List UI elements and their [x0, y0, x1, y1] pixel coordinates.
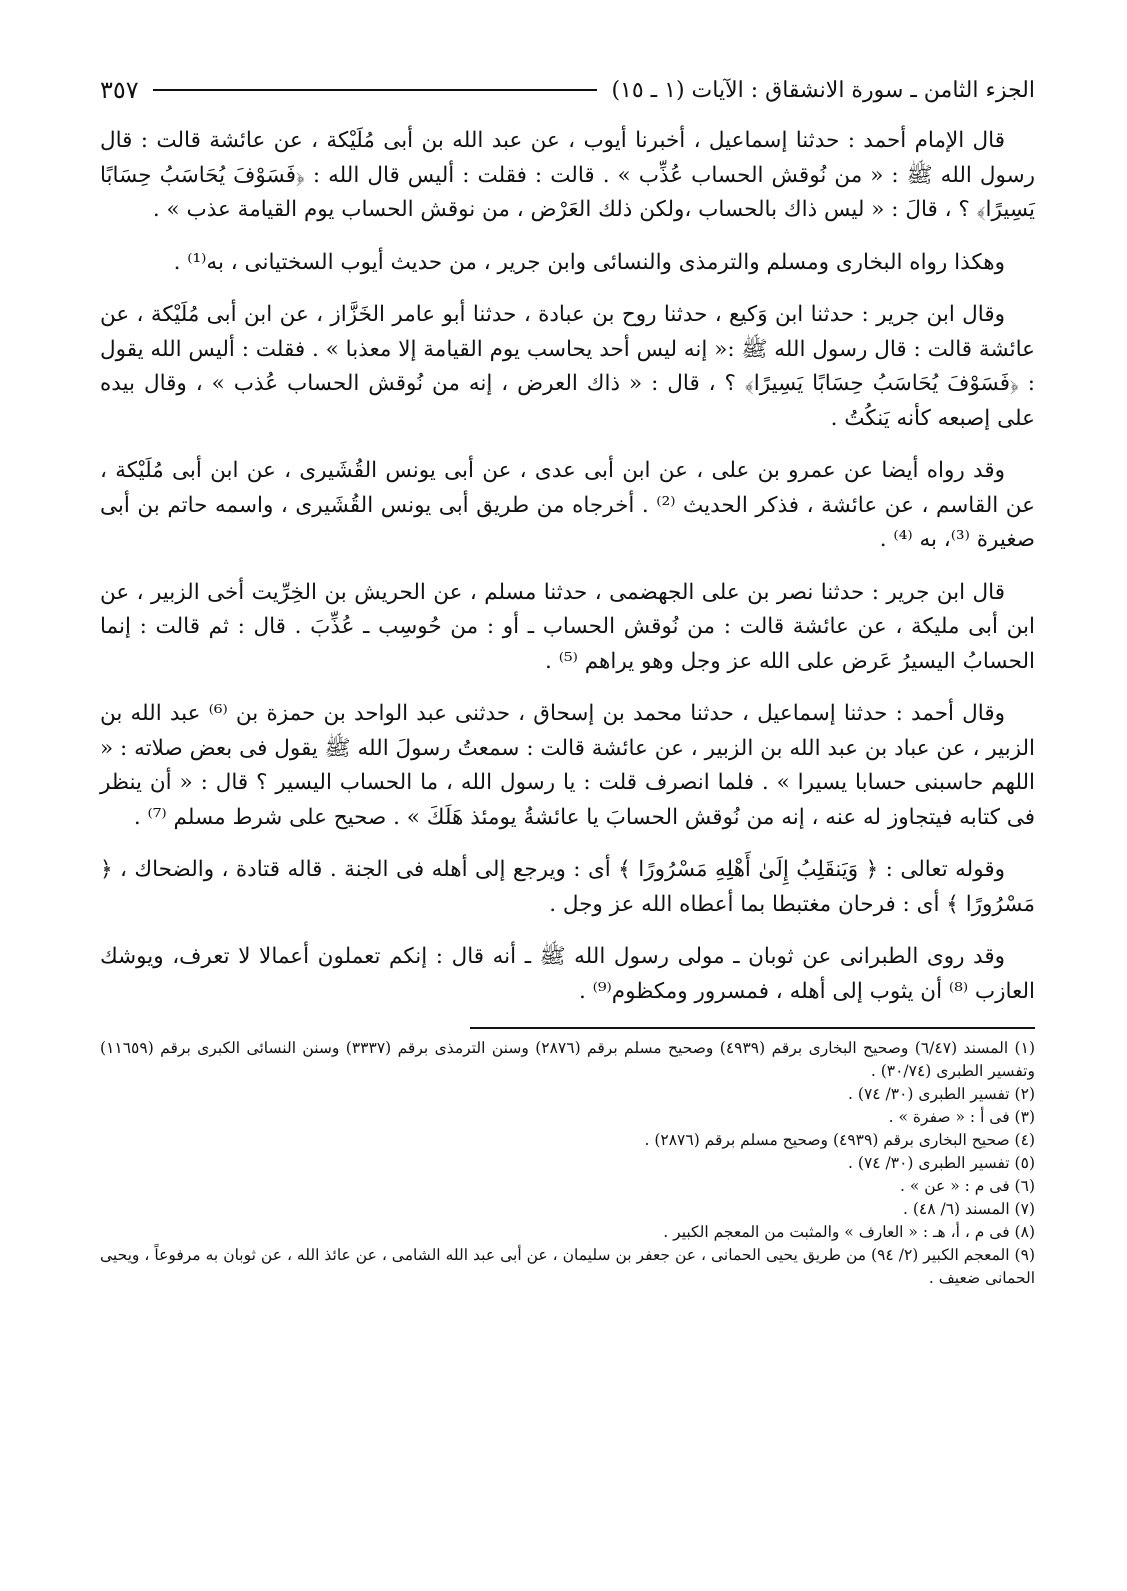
paragraph: وقد رواه أيضا عن عمرو بن على ، عن ابن أبى عدى ، عن أبى يونس القُشَيرى ، عن ابن أبى مُلَيْكة ، عن القاسم ، عن عائشة ، فذكر الحديث ⁽²⁾ . أخرجاه من طريق أبى يونس القُشَيرى ، واسمه حاتم بن أبى صغيرة ⁽³⁾، به ⁽⁴⁾ . — [100, 458, 1035, 552]
footnote: (٤) صحيح البخارى برقم (٤٩٣٩) وصحيح مسلم برقم (٢٨٧٦) . — [644, 1131, 1035, 1149]
footnote: (٦) فى م : « عن » . — [899, 1177, 1035, 1195]
footnote: (٩) المعجم الكبير (٢/ ٩٤) من طريق يحيى الحمانى ، عن جعفر بن سليمان ، عن أبى عبد الله الشامى ، عن عائذ الله ، عن ثوبان به مرفوعاً ، ويحيى الحمانى ضعيف . — [100, 1246, 1035, 1287]
header-title: الجزء الثامن ـ سورة الانشقاق : الآيات (١ ـ ١٥) — [611, 77, 1035, 103]
footnotes — [100, 1037, 1035, 1290]
header-rule — [153, 89, 598, 91]
footnote-separator — [470, 1027, 1035, 1029]
paragraph: وقال أحمد : حدثنا إسماعيل ، حدثنا محمد بن إسحاق ، حدثنى عبد الواحد بن حمزة بن ⁽⁶⁾ عبد الله بن الزبير ، عن عباد بن عبد الله بن الزبير ، عن عائشة قالت : سمعتُ رسولَ الله ﷺ يقول فى بعض صلاته : « اللهم حاسبنى حسابا يسيرا » . فلما انصرف قلت : يا رسول الله ، ما الحساب اليسير ؟ قال : « أن ينظر فى كتابه فيتجاوز له عنه ، إنه من نُوقش الحسابَ يا عائشةُ يومئذ هَلَكَ » . صحيح على شرط مسلم ⁽⁷⁾ . — [100, 701, 1035, 830]
footnote: (٣) فى أ : « صفرة » . — [888, 1108, 1035, 1126]
footnote: (٨) فى م ، أ، هـ : « العارف » والمثبت من المعجم الكبير . — [663, 1223, 1035, 1241]
paragraph: وقد روى الطبرانى عن ثوبان ـ مولى رسول الله ﷺ ـ أنه قال : إنكم تعملون أعمالا لا تعرف، ويوشك العازب ⁽⁸⁾ أن يثوب إلى أهله ، فمسرور ومكظوم⁽⁹⁾ . — [100, 944, 1035, 1004]
paragraph: وقال ابن جرير : حدثنا ابن وَكيع ، حدثنا روح بن عبادة ، حدثنا أبو عامر الخَزَّاز ، عن ابن أبى مُلَيْكة ، عن عائشة قالت : قال رسول الله ﷺ :« إنه ليس أحد يحاسب يوم القيامة إلا معذبا » . فقلت : أليس الله يقول : ﴿فَسَوْفَ يُحَاسَبُ حِسَابًا يَسِيرًا﴾ ؟ ، قال : « ذاك العرض ، إنه من نُوقش الحساب عُذب » ، وقال بيده على إصبعه كأنه يَنكُتُ . — [100, 302, 1035, 431]
paragraph: قال الإمام أحمد : حدثنا إسماعيل ، أخبرنا أيوب ، عن عبد الله بن أبى مُلَيْكة ، عن عائشة قالت : قال رسول الله ﷺ : « من نُوقش الحساب عُذِّب » . قالت : فقلت : أليس قال الله : ﴿فَسَوْفَ يُحَاسَبُ حِسَابًا يَسِيرًا﴾ ؟ ، قالَ : « ليس ذاك بالحساب ،ولكن ذلك العَرْض ، من نوقش الحساب يوم القيامة عذب » . — [100, 128, 1035, 222]
paragraph: وهكذا رواه البخارى ومسلم والترمذى والنسائى وابن جرير ، من حديث أيوب السختيانى ، به⁽¹⁾ . — [173, 249, 1005, 275]
footnote: (٥) تفسير الطبرى (٣٠/ ٧٤) . — [848, 1154, 1035, 1172]
paragraph: قال ابن جرير : حدثنا نصر بن على الجهضمى ، حدثنا مسلم ، عن الحريش بن الخِرِّيت أخى الزبير ، عن ابن أبى مليكة ، عن عائشة قالت : من نُوقش الحساب ـ أو : من حُوسِب ـ عُذِّبَ . قال : ثم قالت : إنما الحسابُ اليسيرُ عَرض على الله عز وجل وهو يراهم ⁽⁵⁾ . — [100, 579, 1035, 674]
running-header — [100, 70, 1035, 110]
footnote: (١) المسند (٦/٤٧) وصحيح البخارى برقم (٤٩٣٩) وصحيح مسلم برقم (٢٨٧٦) وسنن الترمذى برقم (٣٣٣٧) وسنن النسائى الكبرى برقم (١١٦٥٩) وتفسير الطبرى (٣٠/٧٤) . — [100, 1039, 1035, 1080]
paragraph: وقوله تعالى : ﴿ وَيَنقَلِبُ إِلَىٰ أَهْلِهِ مَسْرُورًا ﴾ أى : ويرجع إلى أهله فى الجنة . قاله قتادة ، والضحاك ، ﴿ مَسْرُورًا ﴾ أى : فرحان مغتبطا بما أعطاه الله عز وجل . — [100, 857, 1035, 917]
page-number: ٣٥٧ — [100, 76, 139, 104]
footnote: (٧) المسند (٦/ ٤٨) . — [902, 1200, 1035, 1218]
main-text — [100, 124, 1035, 1009]
footnote: (٢) تفسير الطبرى (٣٠/ ٧٤) . — [848, 1085, 1035, 1103]
